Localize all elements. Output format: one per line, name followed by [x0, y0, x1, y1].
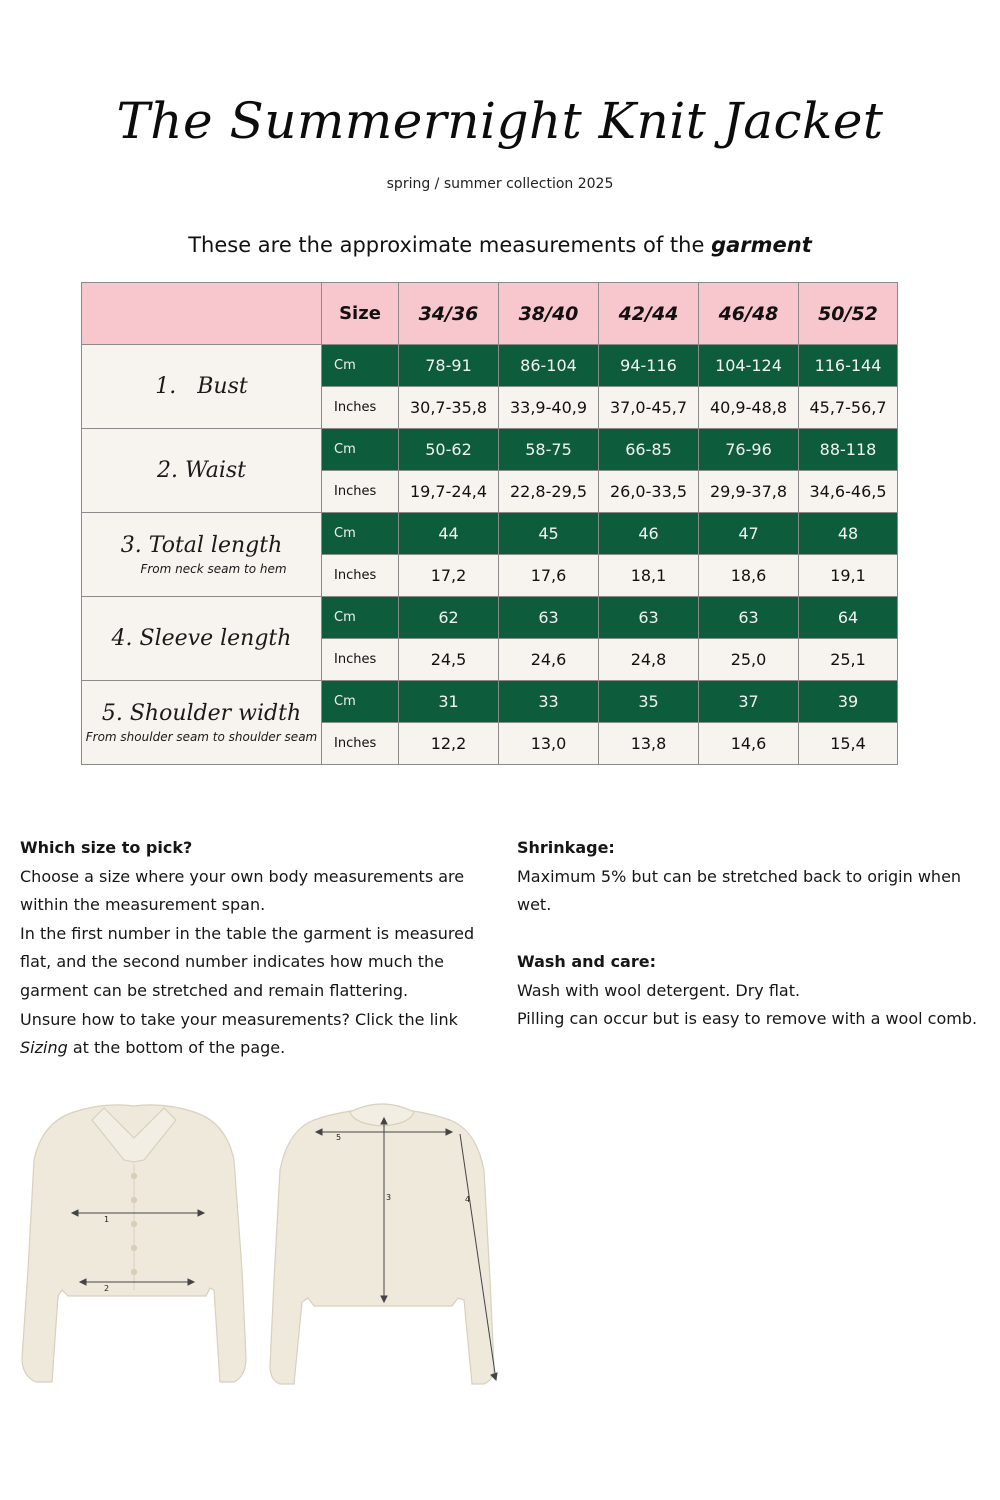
value-cell: 25,0 [699, 639, 799, 681]
sizing-link[interactable]: Sizing [20, 1038, 68, 1058]
unit-cell: Cm [322, 597, 399, 639]
unit-cell: Cm [322, 345, 399, 387]
table-row-cm [82, 597, 898, 639]
value-cell: 63 [499, 597, 599, 639]
value-cell: 26,0-33,5 [599, 471, 699, 513]
wash-care-section [517, 948, 997, 1034]
size-guide-link-suffix: at the bottom of the page. [72, 1038, 286, 1058]
value-cell: 29,9-37,8 [699, 471, 799, 513]
value-cell: 104-124 [699, 345, 799, 387]
value-cell: 63 [599, 597, 699, 639]
mark-5-label: 5 [336, 1133, 342, 1142]
mark-2-label: 2 [104, 1284, 110, 1293]
value-cell: 78-91 [399, 345, 499, 387]
table-row-cm [82, 429, 898, 471]
intro-emphasis: garment [711, 233, 812, 257]
measurement-intro [0, 233, 1000, 257]
value-cell: 18,6 [699, 555, 799, 597]
mark-1-label: 1 [104, 1215, 110, 1224]
value-cell: 37,0-45,7 [599, 387, 699, 429]
size-guide-heading: Which size to pick? [20, 838, 193, 857]
wash-care-text: Pilling can occur but is easy to remove with a wool comb. [517, 1009, 978, 1029]
table-row-cm [82, 681, 898, 723]
mark-4-label: 4 [465, 1195, 471, 1204]
value-cell: 39 [799, 681, 898, 723]
value-cell: 45 [499, 513, 599, 555]
size-guide-text [20, 1006, 490, 1063]
size-col-header: 50/52 [799, 283, 898, 345]
size-guide-text: In the first number in the table the garment is measured flat, and the second number indicates how much the garment can be stretched and remain flattering. [20, 923, 475, 1000]
unit-cell: Inches [322, 723, 399, 765]
value-cell: 35 [599, 681, 699, 723]
unit-cell: Cm [322, 429, 399, 471]
collection-subtitle: spring / summer collection 2025 [386, 176, 614, 192]
value-cell: 30,7-35,8 [399, 387, 499, 429]
value-cell: 33 [499, 681, 599, 723]
size-col-header: 38/40 [499, 283, 599, 345]
value-cell: 34,6-46,5 [799, 471, 898, 513]
value-cell: 116-144 [799, 345, 898, 387]
measurement-name: 2. Waist [157, 458, 246, 483]
intro-text: These are the approximate measurements of the [188, 233, 705, 257]
measurement-label [82, 429, 322, 513]
shrinkage-heading: Shrinkage: [517, 838, 615, 857]
value-cell: 24,8 [599, 639, 699, 681]
size-guide-link-prefix: Unsure how to take your measurements? Click the link [20, 1009, 458, 1029]
measurement-name: 3. Total length [120, 533, 283, 558]
value-cell: 48 [799, 513, 898, 555]
value-cell: 24,6 [499, 639, 599, 681]
measurement-note: From neck seam to hem [140, 562, 287, 576]
value-cell: 46 [599, 513, 699, 555]
value-cell: 45,7-56,7 [799, 387, 898, 429]
value-cell: 63 [699, 597, 799, 639]
header-blank-cell [82, 283, 322, 345]
measurement-label [82, 597, 322, 681]
size-table [81, 282, 898, 765]
value-cell: 47 [699, 513, 799, 555]
jacket-front-image [14, 1090, 254, 1390]
value-cell: 13,0 [499, 723, 599, 765]
value-cell: 19,7-24,4 [399, 471, 499, 513]
measurement-label [82, 345, 322, 429]
table-header-row [82, 283, 898, 345]
value-cell: 19,1 [799, 555, 898, 597]
size-col-header: 34/36 [399, 283, 499, 345]
size-guide-text: Choose a size where your own body measurements are within the measurement span. [20, 866, 465, 915]
shrinkage-section [517, 834, 997, 920]
jacket-back-image [262, 1090, 502, 1390]
measurement-label [82, 513, 322, 597]
unit-cell: Cm [322, 681, 399, 723]
value-cell: 15,4 [799, 723, 898, 765]
value-cell: 31 [399, 681, 499, 723]
value-cell: 24,5 [399, 639, 499, 681]
size-header: Size [322, 283, 399, 345]
unit-cell: Cm [322, 513, 399, 555]
value-cell: 58-75 [499, 429, 599, 471]
measurement-note: From shoulder seam to shoulder seam [85, 730, 318, 744]
size-col-header: 46/48 [699, 283, 799, 345]
value-cell: 17,2 [399, 555, 499, 597]
table-row-cm [82, 345, 898, 387]
value-cell: 88-118 [799, 429, 898, 471]
value-cell: 66-85 [599, 429, 699, 471]
measurement-name: 4. Sleeve length [111, 626, 292, 651]
size-col-header: 42/44 [599, 283, 699, 345]
value-cell: 37 [699, 681, 799, 723]
value-cell: 64 [799, 597, 898, 639]
value-cell: 18,1 [599, 555, 699, 597]
shrinkage-text: Maximum 5% but can be stretched back to origin when wet. [517, 866, 962, 915]
value-cell: 33,9-40,9 [499, 387, 599, 429]
value-cell: 22,8-29,5 [499, 471, 599, 513]
value-cell: 17,6 [499, 555, 599, 597]
value-cell: 50-62 [399, 429, 499, 471]
wash-care-text: Wash with wool detergent. Dry flat. [517, 980, 801, 1000]
size-guide-section [20, 834, 490, 1063]
measurement-name: 5. Shoulder width [101, 701, 302, 726]
value-cell: 25,1 [799, 639, 898, 681]
value-cell: 94-116 [599, 345, 699, 387]
unit-cell: Inches [322, 555, 399, 597]
table-row-cm [82, 513, 898, 555]
unit-cell: Inches [322, 387, 399, 429]
value-cell: 76-96 [699, 429, 799, 471]
value-cell: 86-104 [499, 345, 599, 387]
value-cell: 44 [399, 513, 499, 555]
value-cell: 40,9-48,8 [699, 387, 799, 429]
wash-care-heading: Wash and care: [517, 952, 656, 971]
value-cell: 62 [399, 597, 499, 639]
unit-cell: Inches [322, 639, 399, 681]
mark-3-label: 3 [386, 1193, 392, 1202]
value-cell: 13,8 [599, 723, 699, 765]
measurement-label [82, 681, 322, 765]
value-cell: 14,6 [699, 723, 799, 765]
page-title: The Summernight Knit Jacket [116, 92, 884, 150]
measurement-name: 1. Bust [155, 374, 248, 399]
unit-cell: Inches [322, 471, 399, 513]
value-cell: 12,2 [399, 723, 499, 765]
